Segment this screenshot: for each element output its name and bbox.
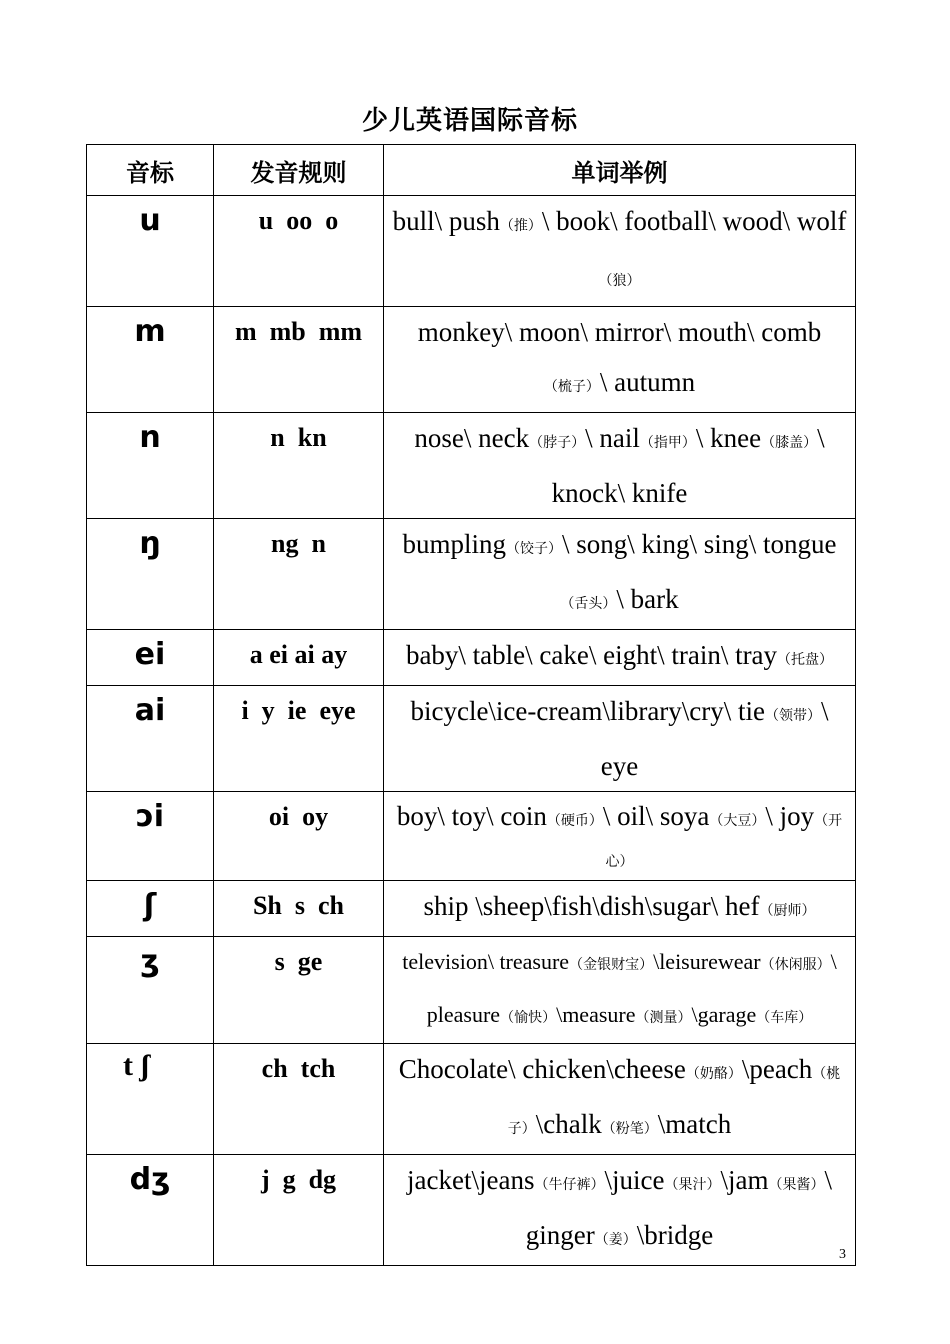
example-words: \ pleasure [426,949,837,1027]
word-examples [384,1155,856,1266]
chinese-gloss: （愉快） [500,1010,557,1026]
header-rule: 发音规则 [214,145,384,196]
table-row [87,792,856,881]
header-symbol: 音标 [87,145,214,196]
chinese-gloss: （厨师） [759,903,816,919]
spelling-rule: oi oy [214,792,384,881]
chinese-gloss: （托盘） [777,652,834,668]
example-words: \ song\ king\ sing\ tongue [562,529,837,559]
chinese-gloss: （姜） [594,1232,637,1248]
spelling-rule: ch tch [214,1044,384,1155]
table-row [87,307,856,413]
phonetic-symbol: t ʃ [87,1044,214,1155]
table-row [87,686,856,792]
example-words: \ joy [765,801,815,831]
example-words: boy\ toy\ coin [396,801,547,831]
table-row [87,630,856,686]
word-examples [384,519,856,630]
table-row [87,196,856,307]
example-words: television\ treasure [402,949,570,974]
word-examples [384,792,856,881]
chinese-gloss: （饺子） [506,541,562,557]
spelling-rule: u oo o [214,196,384,307]
phonetic-symbol: ɔi [87,792,214,881]
chinese-gloss: （舌头） [560,596,617,612]
example-words: \ eye [600,696,829,781]
example-words: \chalk [535,1109,602,1139]
chinese-gloss: （硬币） [546,813,603,829]
chinese-gloss: （果酱） [768,1177,825,1193]
chinese-gloss: （膝盖） [761,435,818,451]
example-words: \ ginger [525,1165,832,1250]
word-examples [384,413,856,519]
example-words: \bridge [636,1220,714,1250]
example-words: \garage [691,1002,757,1027]
phonetic-symbol: m [87,307,214,413]
word-examples [384,686,856,792]
example-words: \ nail [585,423,640,453]
chinese-gloss: （车库） [756,1010,813,1026]
example-words: \leisurewear [653,949,761,974]
chinese-gloss: （金银财宝） [569,957,654,973]
example-words: \peach [741,1054,813,1084]
table-row [87,519,856,630]
example-words: \ bark [616,584,679,614]
chinese-gloss: （狼） [598,273,641,289]
example-words: ship \sheep\fish\dish\sugar\ hef [423,891,760,921]
example-words: \juice [604,1165,665,1195]
phonetic-symbol: ʒ [87,937,214,1044]
example-words: jacket\jeans [407,1165,535,1195]
example-words: \ autumn [599,367,696,397]
spelling-rule: ng n [214,519,384,630]
example-words: bull\ push [392,206,500,236]
example-words: \measure [556,1002,636,1027]
word-examples [384,937,856,1044]
header-examples: 单词举例 [384,145,856,196]
chinese-gloss: （大豆） [709,813,766,829]
chinese-gloss: （领带） [765,708,822,724]
spelling-rule: Sh s ch [214,881,384,937]
example-words: monkey\ moon\ mirror\ mouth\ comb [417,317,822,347]
chinese-gloss: （奶酪） [685,1066,742,1082]
table-row [87,1044,856,1155]
phonetic-symbol: n [87,413,214,519]
page-title: 少儿英语国际音标 [361,106,578,136]
phonetic-symbol: ei [87,630,214,686]
chinese-gloss: （桃子） [507,1066,841,1137]
table-row [87,1155,856,1266]
example-words: bumpling [402,529,506,559]
phonetics-table [86,144,856,1266]
word-examples [384,881,856,937]
page-number: 3 [839,1247,846,1262]
chinese-gloss: （牛仔裤） [534,1177,605,1193]
phonetic-symbol: ʃ [87,881,214,937]
example-words: \jam [720,1165,769,1195]
chinese-gloss: （果汁） [664,1177,721,1193]
spelling-rule: a ei ai ay [214,630,384,686]
phonetic-symbol: dʒ [87,1155,214,1266]
phonetic-symbol: ai [87,686,214,792]
phonetic-symbol: u [87,196,214,307]
chinese-gloss: （指甲） [639,435,696,451]
example-words: baby\ table\ cake\ eight\ train\ tray [405,640,778,670]
spelling-rule: s ge [214,937,384,1044]
table-row [87,881,856,937]
table-header-row [87,145,856,196]
example-words: \ knock\ knife [551,423,825,508]
chinese-gloss: （脖子） [529,435,586,451]
spelling-rule: m mb mm [214,307,384,413]
word-examples [384,307,856,413]
example-words: bicycle\ice-cream\library\cry\ tie [410,696,766,726]
example-words: \ oil\ soya [602,801,710,831]
chinese-gloss: （开心） [605,813,843,870]
spelling-rule: i y ie eye [214,686,384,792]
example-words: \ book\ football\ wood\ wolf [541,206,847,236]
spelling-rule: j g dg [214,1155,384,1266]
table-row [87,937,856,1044]
chinese-gloss: （测量） [635,1010,692,1026]
phonetic-symbol: ŋ [87,519,214,630]
chinese-gloss: （梳子） [543,379,600,395]
example-words: Chocolate\ chicken\cheese [398,1054,686,1084]
word-examples [384,630,856,686]
example-words: nose\ neck [414,423,530,453]
spelling-rule: n kn [214,413,384,519]
word-examples [384,196,856,307]
example-words: \match [657,1109,732,1139]
word-examples [384,1044,856,1155]
example-words: \ knee [695,423,762,453]
chinese-gloss: （粉笔） [601,1121,658,1137]
table-row [87,413,856,519]
chinese-gloss: （休闲服） [760,957,831,973]
chinese-gloss: （推） [499,218,542,234]
